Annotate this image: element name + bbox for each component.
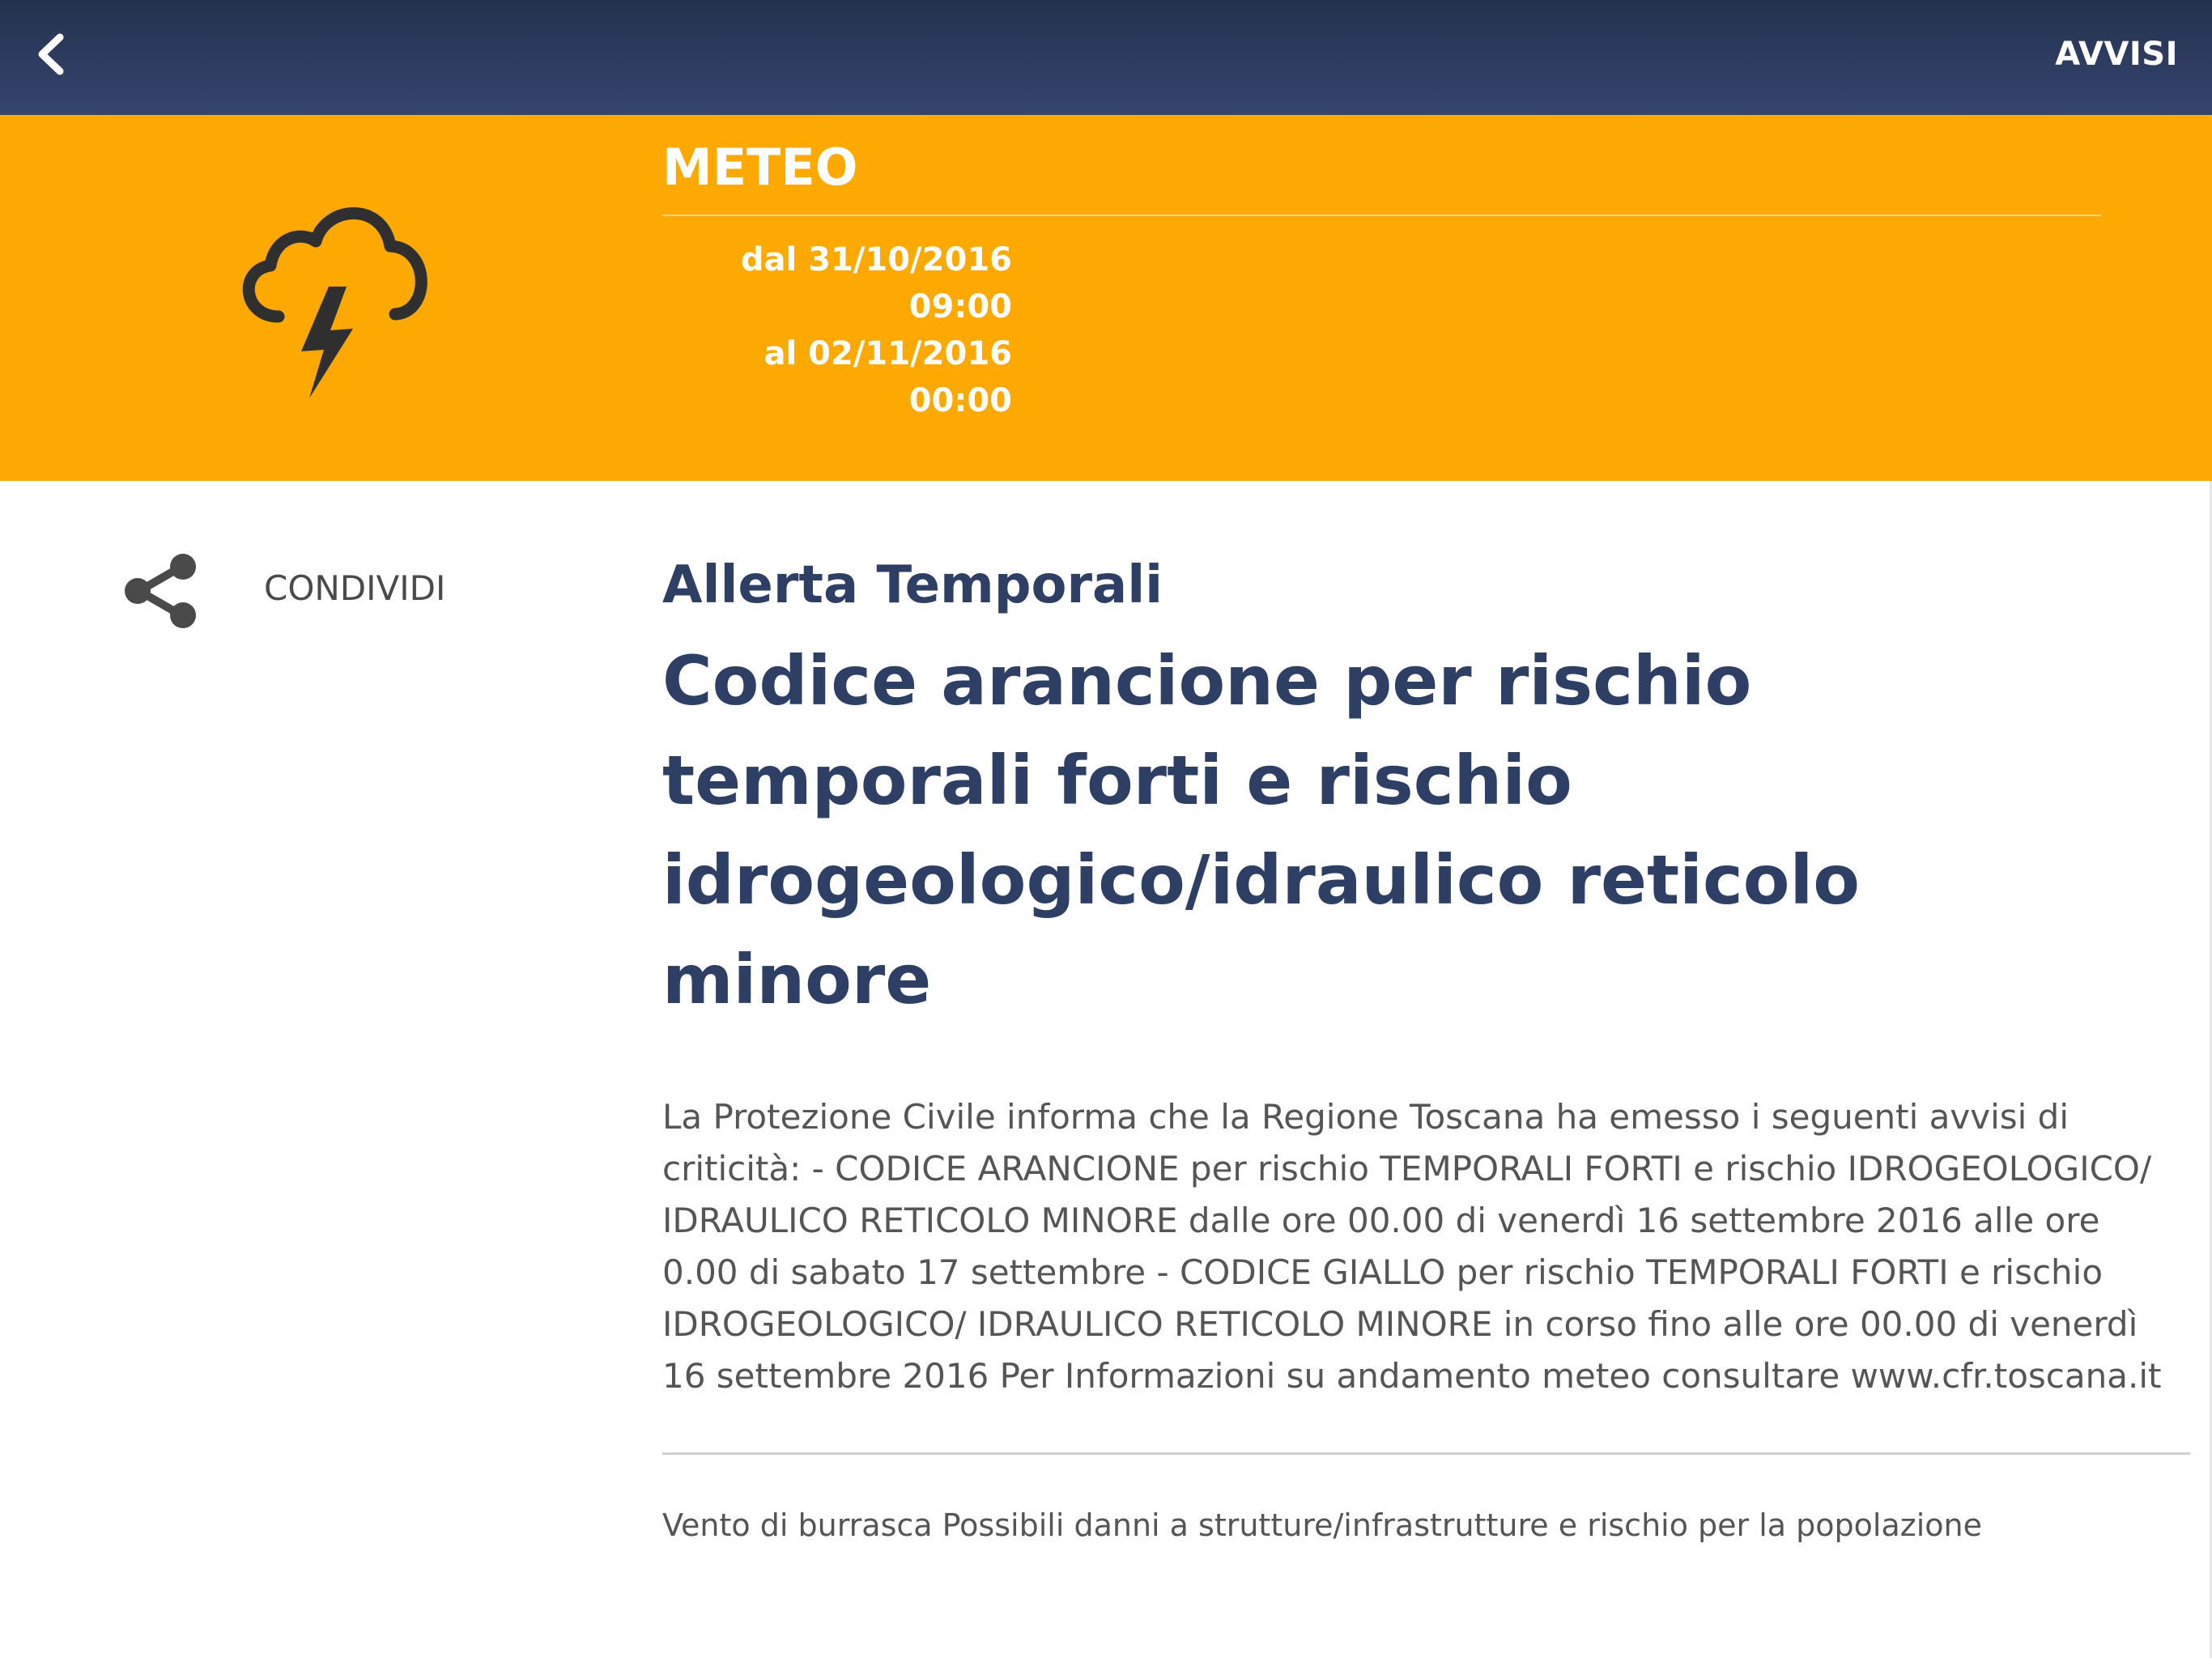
alert-note: Vento di burrasca Possibili danni a strutture/infrastrutture e rischio per la popolazione xyxy=(662,1507,1982,1543)
alert-type: Allerta Temporali xyxy=(662,555,1163,615)
share-label: CONDIVIDI xyxy=(264,568,446,608)
share-icon xyxy=(120,551,201,631)
back-button[interactable] xyxy=(29,28,74,81)
alert-category-title: METEO xyxy=(662,138,858,197)
alert-headline: Codice arancione per rischio temporali forti e rischio idrogeologico/idraulico reticolo minore xyxy=(662,641,1860,1019)
banner-divider xyxy=(662,215,2101,216)
avvisi-link[interactable]: AVVISI xyxy=(2055,36,2178,73)
date-to: al 02/11/2016 00:00 xyxy=(764,335,1012,419)
thunderstorm-cloud-icon xyxy=(228,191,439,402)
date-from: dal 31/10/2016 09:00 xyxy=(740,241,1012,325)
chevron-left-icon xyxy=(29,28,74,81)
alert-description: La Protezione Civile informa che la Regione Toscana ha emesso i seguenti avvisi di criticità: - CODICE ARANCIONE per rischio TEMPORALI FORTI e rischio IDROGEOLOGICO/ IDRAULICO RETICOLO MINORE dalle ore 00.00 di venerdì 16 settembre 2016 alle ore 0.00 di sabato 17 settembre - CODICE GIALLO per rischio TEMPORALI FORTI e rischio IDROGEOLOGICO/ IDRAULICO RETICOLO MINORE in corso fino alle ore 00.00 di venerdì 16 settembre 2016 Per Informazioni su andamento meteo consultare www.cfr.toscana.it xyxy=(662,1097,2162,1396)
validity-period xyxy=(662,236,1012,424)
top-navigation-bar xyxy=(0,0,2212,115)
content-divider xyxy=(662,1452,2190,1455)
share-button[interactable] xyxy=(120,551,460,640)
